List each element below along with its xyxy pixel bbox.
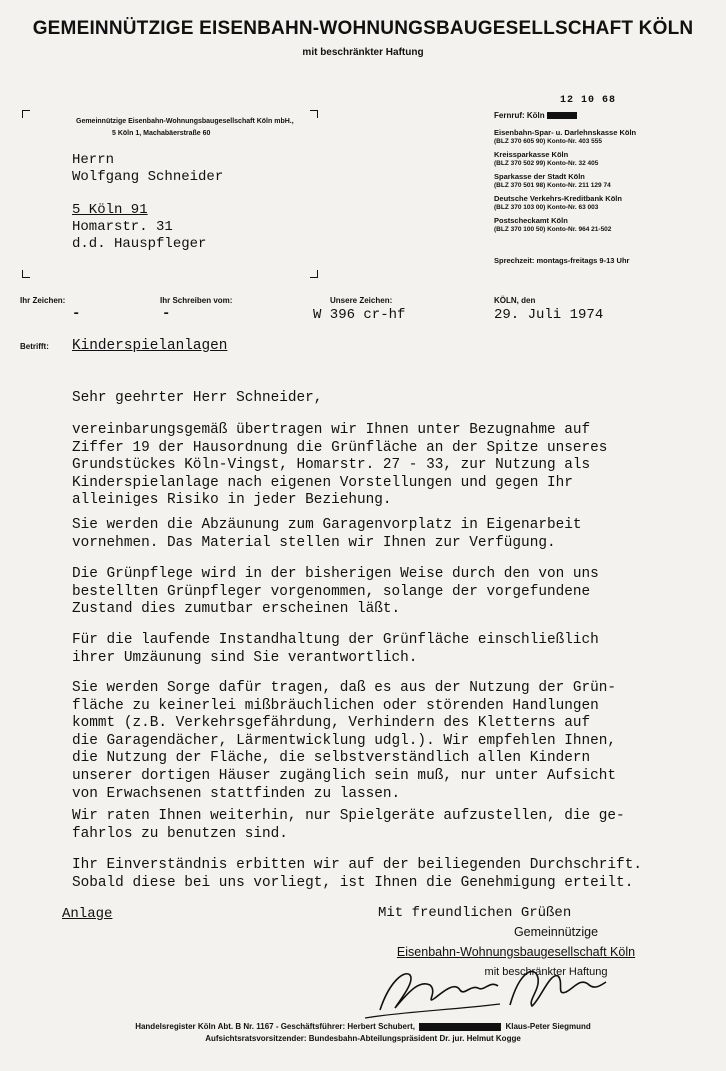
phone-text: Fernruf: Köln [494, 111, 545, 120]
phone-redaction [547, 112, 577, 119]
ihr-schreiben-label: Ihr Schreiben vom: [160, 296, 233, 305]
sender-name: Gemeinnützige Eisenbahn-Wohnungsbaugesellschaft Köln mbH., [76, 118, 294, 125]
signature-stroke-3 [365, 1004, 500, 1018]
subject-label: Betrifft: [20, 342, 49, 351]
stamp-line-1: Gemeinnützige [513, 925, 599, 939]
window-corner-tl [22, 110, 30, 118]
window-corner-tr [310, 110, 318, 118]
bank-5-account: (BLZ 370 100 50) Konto-Nr. 964 21-502 [494, 226, 612, 233]
salutation: Sehr geehrter Herr Schneider, [72, 390, 323, 406]
bank-5-name: Postscheckamt Köln [494, 216, 568, 225]
recipient-line: Herrn [72, 152, 115, 168]
body-paragraph-7: Ihr Einverständnis erbitten wir auf der beiliegenden Durchschrift. Sobald diese bei uns vorliegt, ist Ihnen die Genehmigung erteilt. [72, 857, 642, 891]
recipient-block [72, 152, 223, 253]
subject-value: Kinderspielanlagen [72, 338, 228, 354]
body-paragraph-6: Wir raten Ihnen weiterhin, nur Spielgeräte aufzustellen, die ge- fahrlos zu benutzen sind. [72, 808, 625, 842]
greeting: Mit freundlichen Grüßen [378, 905, 572, 921]
signature-stroke-1 [380, 974, 498, 1010]
window-corner-bl [22, 270, 30, 278]
bank-list [494, 128, 636, 234]
bank-2-account: (BLZ 370 502 99) Konto-Nr. 32 405 [494, 160, 599, 167]
datum-value: 29. Juli 1974 [494, 307, 604, 323]
bank-3-name: Sparkasse der Stadt Köln [494, 172, 585, 181]
enclosure-note: Anlage [62, 906, 113, 922]
datum-label: KÖLN, den [494, 296, 536, 305]
signature-graphic [360, 960, 620, 1020]
window-corner-br [310, 270, 318, 278]
recipient-street: Homarstr. 31 [72, 219, 173, 236]
legal-form: mit beschränkter Haftung [302, 47, 424, 58]
recipient-note: d.d. Hauspfleger [72, 235, 207, 252]
body-paragraph-1: vereinbarungsgemäß übertragen wir Ihnen unter Bezugnahme auf Ziffer 19 der Hausordnung die Grünfläche an der Spitze unseres Grundstückes Köln-Vingst, Homarstr. 27 - 33, zur Nutzung als Kinderspielanlage nach eigenen Vorstellungen und gegen Ihr alleiniges Risiko in jeder Beziehung. [72, 422, 608, 509]
office-hours: Sprechzeit: montags-freitags 9-13 Uhr [494, 256, 630, 265]
bank-3-account: (BLZ 370 501 98) Konto-Nr. 211 129 74 [494, 182, 611, 189]
bank-1-account: (BLZ 370 605 90) Konto-Nr. 403 555 [494, 138, 603, 145]
company-name: GEMEINNÜTZIGE EISENBAHN-WOHNUNGSBAUGESELLSCHAFT KÖLN [32, 18, 694, 39]
stamp-line-2: Eisenbahn-Wohnungsbaugesellschaft Köln [396, 945, 636, 959]
sender-address: 5 Köln 1, Machabäerstraße 60 [112, 130, 211, 137]
recipient-city: 5 Köln 91 [72, 202, 148, 219]
footer-line-1 [0, 1022, 726, 1031]
ihr-zeichen-value: - [72, 306, 81, 322]
footer-register: Handelsregister Köln Abt. B Nr. 1167 - Geschäftsführer: Herbert Schubert, [135, 1022, 415, 1031]
ihr-schreiben-value: - [162, 306, 171, 322]
recipient-spacer [72, 186, 223, 203]
body-paragraph-2: Sie werden die Abzäunung zum Garagenvorplatz in Eigenarbeit vornehmen. Das Material stellen wir Ihnen zur Verfügung. [72, 517, 582, 551]
bank-2-name: Kreissparkasse Köln [494, 150, 569, 159]
unsere-zeichen-value: W 396 cr-hf [313, 307, 406, 323]
unsere-zeichen-label: Unsere Zeichen: [330, 296, 393, 305]
footer-redaction [419, 1023, 501, 1031]
bank-4-account: (BLZ 370 103 00) Konto-Nr. 63 003 [494, 204, 599, 211]
ihr-zeichen-label: Ihr Zeichen: [20, 296, 66, 305]
footer-line-2: Aufsichtsratsvorsitzender: Bundesbahn-Abteilungspräsident Dr. jur. Helmut Kogge [205, 1034, 521, 1043]
stamp-line-3: mit beschränkter Haftung [484, 966, 608, 978]
recipient-name: Wolfgang Schneider [72, 168, 224, 185]
bank-4-name: Deutsche Verkehrs-Kreditbank Köln [494, 194, 622, 203]
body-paragraph-4: Für die laufende Instandhaltung der Grünfläche einschließlich ihrer Umzäunung sind Sie verantwortlich. [72, 632, 599, 666]
footer-manager: Klaus-Peter Siegmund [505, 1022, 591, 1031]
phone-label [494, 111, 577, 120]
body-paragraph-3: Die Grünpflege wird in der bisherigen Weise durch den von uns bestellten Grünpfleger vorgenommen, solange der vorgefundene Zustand dies zumutbar erscheinen läßt. [72, 566, 599, 618]
signature-stroke-2 [510, 971, 606, 1006]
body-paragraph-5: Sie werden Sorge dafür tragen, daß es aus der Nutzung der Grün- fläche zu keinerlei mißbräuchlichen oder störenden Handlungen kommt (z.B. Verkehrsgefährdung, Verhindern des Kletterns auf die Garagendächer, Lärmentwicklung udgl.). Wir empfehlen Ihnen, die Nutzung der Fläche, die selbstverständlich allen Kindern unserer dortigen Häuser zugänglich sein muß, nur unter Aufsicht von Erwachsenen stattfinden zu lassen. [72, 680, 617, 802]
bank-1-name: Eisenbahn-Spar- u. Darlehnskasse Köln [494, 128, 637, 137]
receipt-stamp: 12 10 68 [560, 95, 617, 106]
